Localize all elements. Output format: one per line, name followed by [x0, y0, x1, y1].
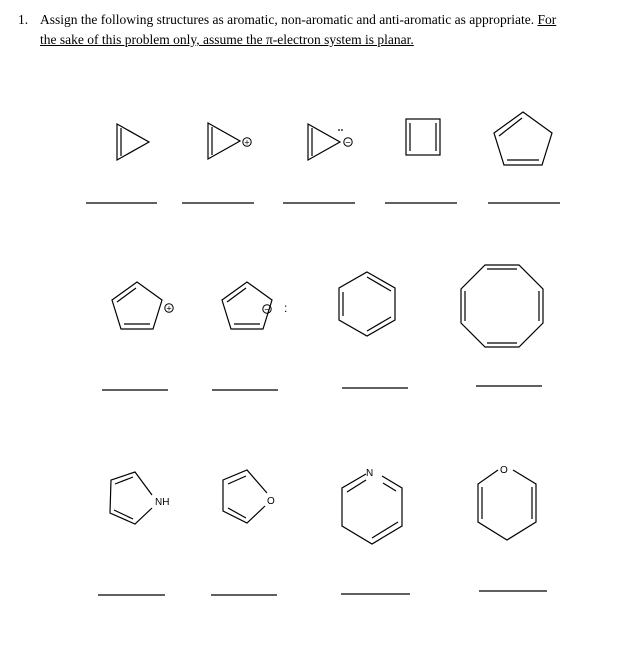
lone-pair-dot — [338, 129, 340, 131]
question-text-line2: the sake of this problem only, assume the π-electron system is planar. — [40, 32, 414, 47]
structure-cyclopropenyl-cation — [208, 123, 251, 159]
lone-pair-dot — [341, 129, 343, 131]
question-text-part1: Assign the following structures as aromatic, non-aromatic and anti-aromatic as appropriate. — [40, 12, 538, 27]
lone-pair-label: : — [284, 301, 288, 315]
structure-cyclopentadienyl-cation — [112, 282, 173, 329]
oxygen-label: O — [500, 465, 508, 476]
structure-cyclooctatetraene — [461, 265, 543, 347]
minus-sign: − — [264, 304, 270, 315]
question-text-part2: For — [537, 12, 557, 27]
structure-benzene — [339, 272, 395, 336]
structure-cyclopentadiene — [494, 112, 552, 165]
structure-pyrrole — [110, 472, 169, 524]
structure-cyclopropene — [117, 124, 149, 160]
structure-pyridine — [342, 468, 402, 544]
plus-sign: + — [244, 137, 250, 148]
structure-cyclobutadiene — [406, 119, 440, 155]
structure-cyclopropenyl-anion — [308, 124, 352, 160]
structure-cyclopentadienyl-anion — [222, 282, 287, 329]
minus-sign: − — [345, 137, 351, 148]
nitrogen-label: N — [366, 468, 374, 479]
structure-furan — [223, 470, 275, 523]
question-number: 1. — [18, 12, 29, 27]
oxygen-label: O — [267, 496, 275, 507]
plus-sign: + — [166, 303, 172, 314]
structure-2h-pyran — [478, 465, 536, 540]
nh-label: NH — [155, 497, 170, 508]
